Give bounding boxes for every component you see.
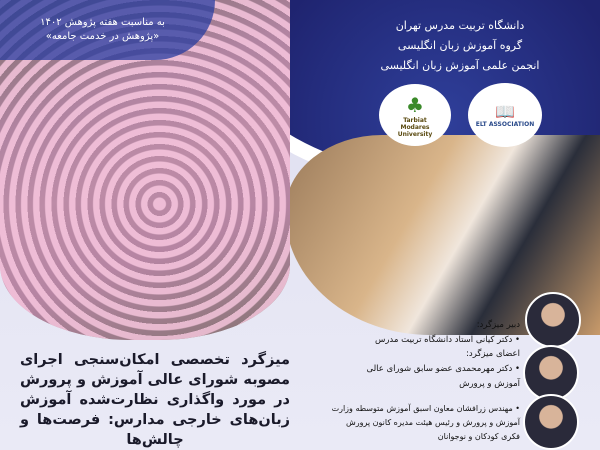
panel-member-1: • دکتر مهرمحمدی عضو سابق شورای عالی آموزش و پرورش (366, 364, 520, 389)
member2-portrait (523, 394, 579, 450)
tmu-logo (379, 84, 451, 146)
panel-member-2: • مهندس زرافشان معاون اسبق آموزش متوسطه وزارت آموزش و پرورش و رئیس هیئت مدیره کانون پرورش فکری کودکان و نوجوانان (331, 404, 520, 441)
students-photo (0, 0, 290, 340)
panel-members-label: اعضای میزگرد: (466, 349, 520, 359)
tree-icon: ♣ (406, 92, 424, 117)
book-icon: 📖 (495, 102, 515, 121)
organizer-line-2: گروه آموزش زبان انگلیسی (397, 39, 523, 52)
organizer-text (340, 16, 580, 76)
tmu-logo-text: Tarbiat Modares University (397, 116, 433, 138)
secretary-label: دبیر میزگرد: (476, 320, 520, 330)
member1-portrait (523, 345, 579, 401)
secretary-portrait (525, 292, 581, 348)
occasion-line-1: به مناسبت هفته پژوهش ۱۴۰۲ (40, 17, 165, 28)
elt-association-logo (468, 83, 542, 147)
elt-logo-text: ELT ASSOCIATION (475, 121, 535, 128)
occasion-text (15, 16, 190, 44)
organizer-line-1: دانشگاه تربیت مدرس تهران (395, 19, 525, 32)
panel-secretary (330, 318, 520, 348)
event-title: میزگرد تخصصی امکان‌سنجی اجرای مصوبه شورای عالی آموزش و پرورش در مورد واگذاری نظارت‌شده آموزش زبان‌های خارجی مدارس: فرصت‌ها و چالش‌ها (20, 352, 290, 448)
secretary-name: • دکتر کیانی استاد دانشگاه تربیت مدرس (374, 335, 520, 345)
organizer-line-3: انجمن علمی آموزش زبان انگلیسی (380, 59, 540, 72)
occasion-line-2: «پژوهش در خدمت جامعه» (45, 31, 160, 42)
